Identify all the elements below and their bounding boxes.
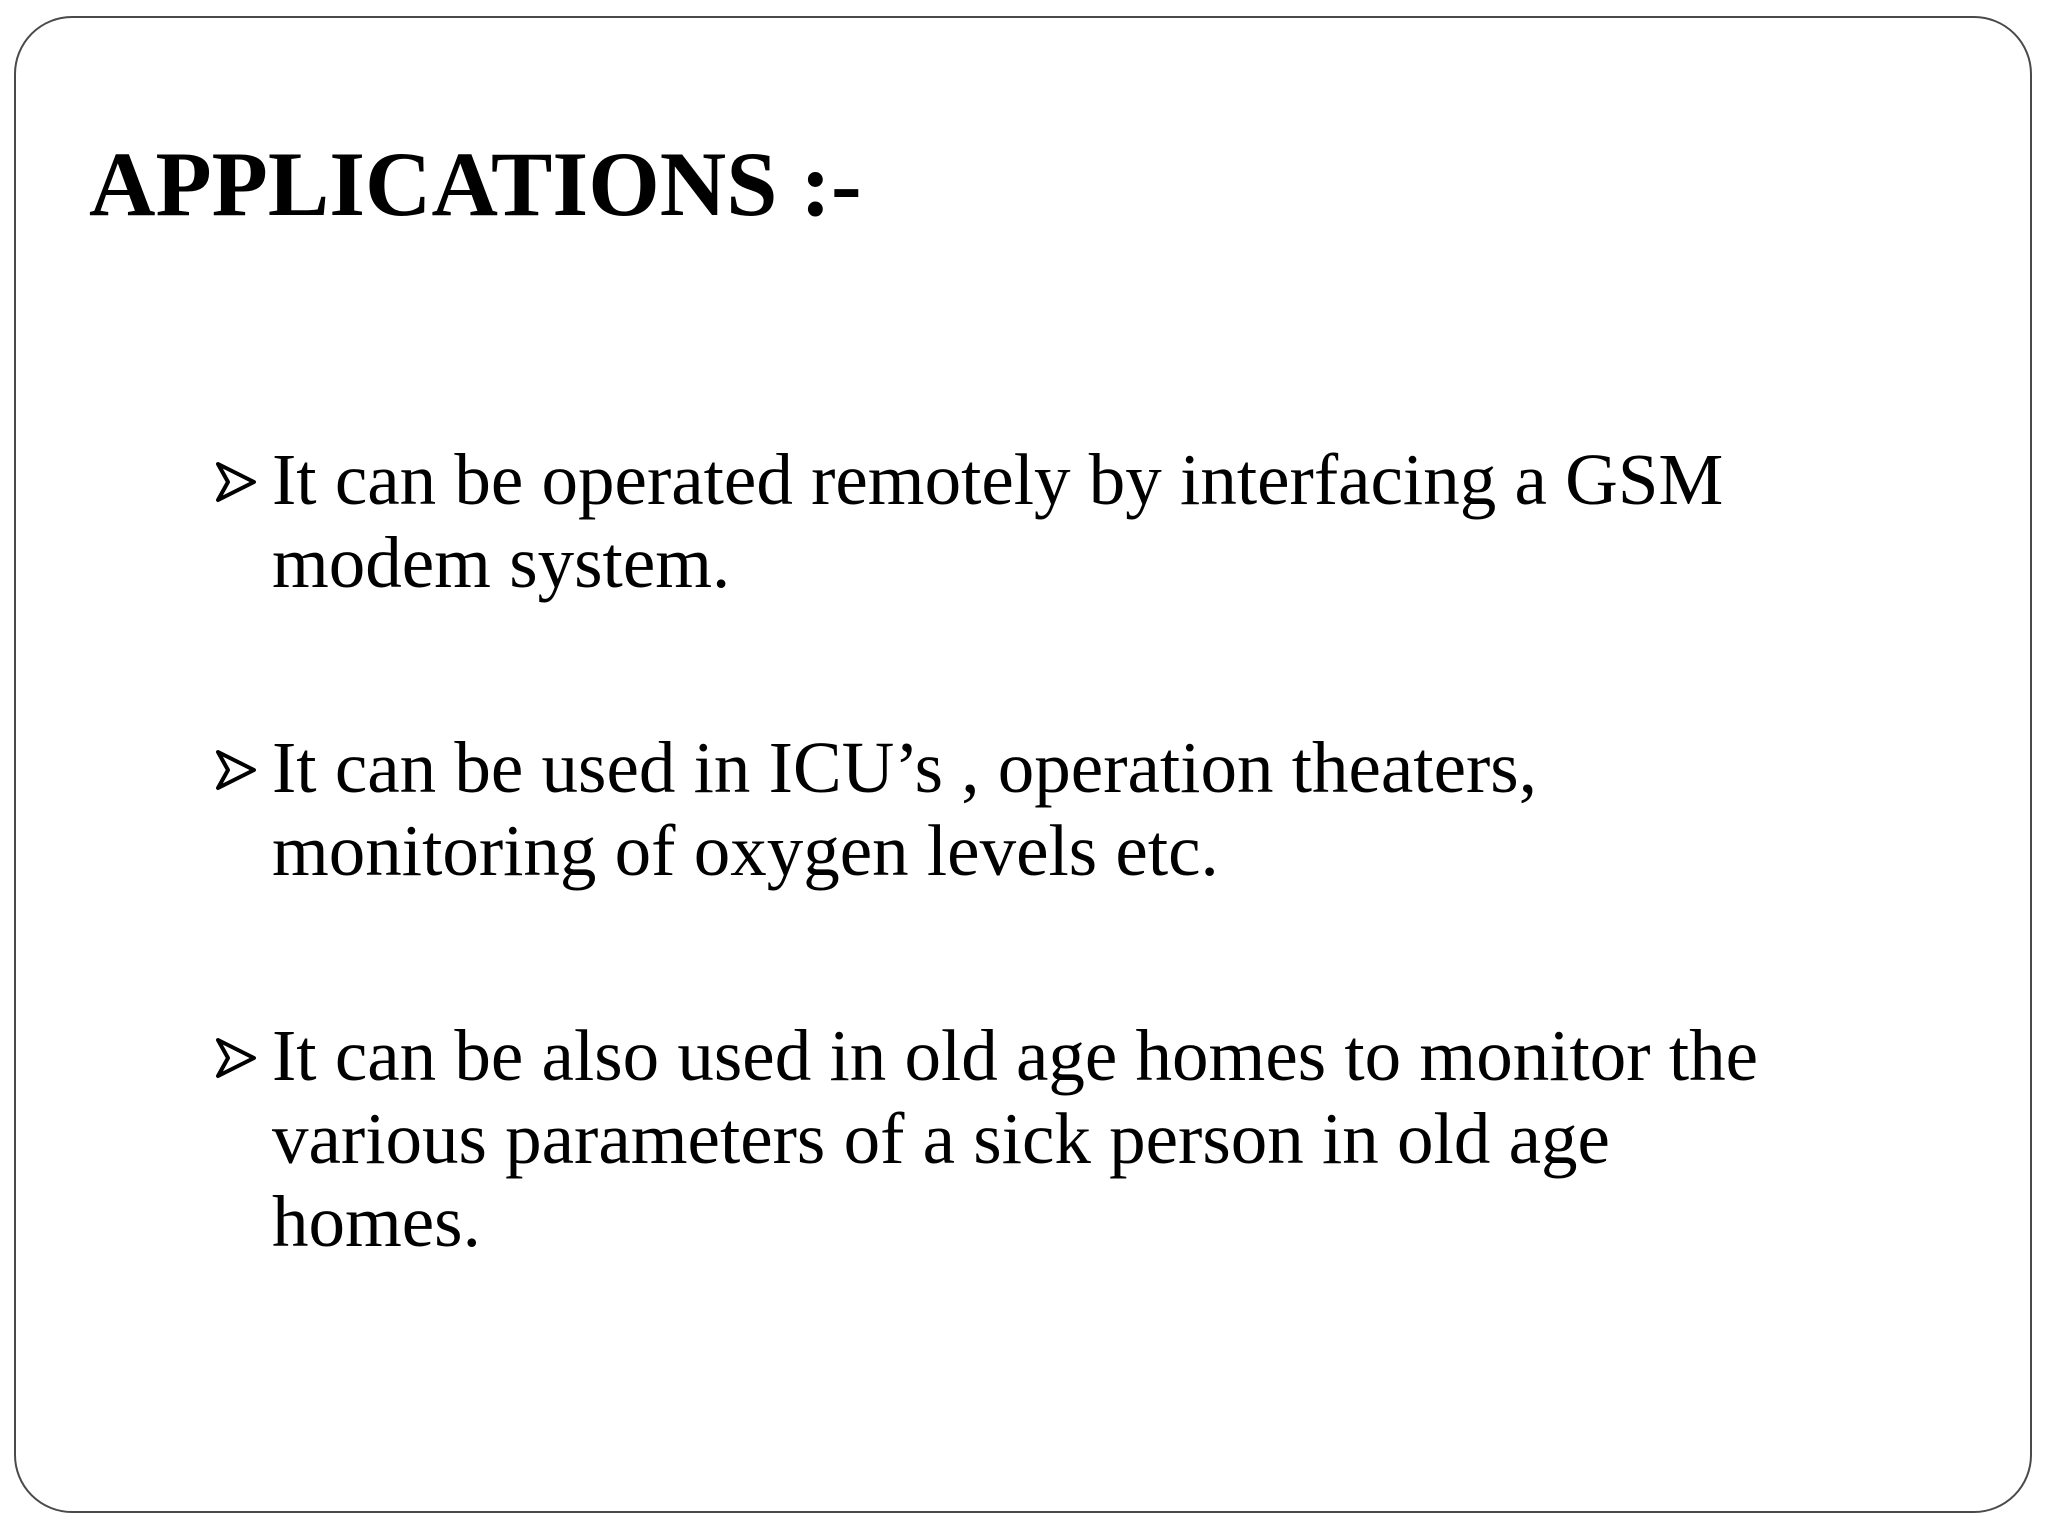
bullet-text: It can be operated remotely by interfacing a GSM modem system. [272,439,1724,603]
bullet-item [210,438,1770,604]
bullet-text: It can be also used in old age homes to monitor the various parameters of a sick person in old age homes. [272,1015,1759,1262]
bullet-item [210,726,1770,892]
arrowhead-bullet-icon [212,746,260,794]
bullet-list [210,438,1770,1385]
bullet-text: It can be used in ICU’s , operation theaters, monitoring of oxygen levels etc. [272,727,1537,891]
bullet-item [210,1014,1770,1263]
arrowhead-bullet-icon [212,1034,260,1082]
slide-title: APPLICATIONS :- [89,133,862,235]
arrowhead-bullet-icon [212,458,260,506]
